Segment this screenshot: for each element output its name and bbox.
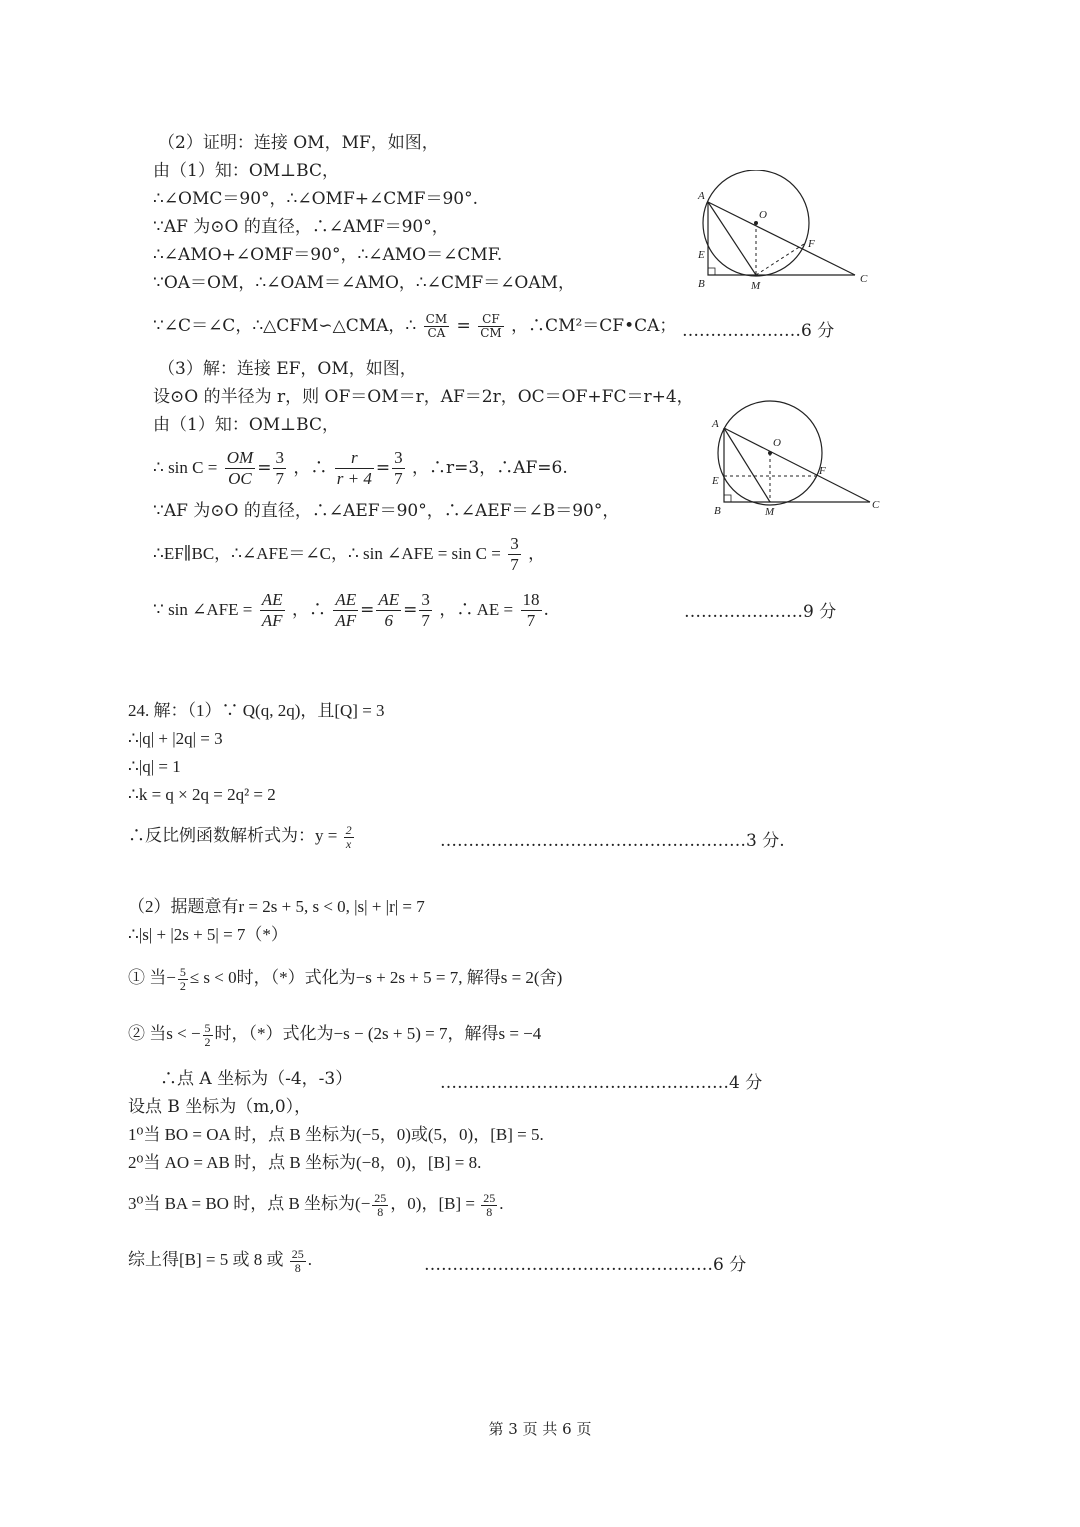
q24-point-a: ∴点 A 坐标为（-4，-3） (160, 1069, 353, 1089)
part3-line4: ∴ sin C = $\frac{OM}{OC}$ = $\frac{3}{7}$ ，∴ $\frac{r}{r + 4}$ = $\frac{3}{7}$ ，∴r=3，∴AF=6. (153, 448, 568, 488)
fraction-2-x: $\frac{2}{x}$ (345, 822, 352, 851)
part2-line6: ∵OA＝OM，∴∠OAM＝∠AMO，∴∠CMF＝∠OAM， (153, 273, 576, 293)
fraction-3-7: $\frac{3}{7}$ (275, 448, 284, 488)
svg-text:F: F (819, 465, 826, 477)
q24-summary: 综上得[B] = 5 或 8 或 $\frac{25}{8}$ . (128, 1246, 312, 1275)
fraction-3-7b: $\frac{3}{7}$ (394, 448, 403, 488)
fraction-r-r4: $\frac{r}{r + 4}$ (336, 448, 372, 488)
q24-set-b: 设点 B 坐标为（m,0）， (128, 1097, 312, 1117)
svg-text:B: B (714, 505, 721, 517)
svg-text:C: C (872, 499, 880, 511)
part3-line3: 由（1）知：OM⊥BC， (153, 415, 339, 435)
part2-line7-tail: ，∴CM²＝CF•CA； (511, 316, 677, 336)
svg-text:A: A (712, 418, 719, 430)
svg-text:O: O (773, 437, 781, 449)
svg-text:E: E (712, 475, 719, 487)
part2-line7-text: ∵∠C＝∠C，∴△CFM∽△CMA，∴ (153, 316, 417, 336)
score-9-part3: …………………9 分 (684, 602, 837, 622)
part3-line7: ∵ sin ∠AFE = $\frac{AE}{AF}$ ，∴ $\frac{AE}{AF}$ = $\frac{AE}{6}$ = $\frac{3}{7}$ ，∴ AE = $\frac{18}{7}$ . (153, 590, 549, 630)
q24-case1: ① 当− $\frac{5}{2}$ ≤ s < 0时，（*）式化为−s + 2s + 5 = 7, 解得s = 2(舍) (128, 964, 563, 993)
label-B: B (698, 278, 705, 290)
score-4-q24: ……………………………………………4 分 (440, 1073, 763, 1093)
label-C: C (860, 273, 868, 285)
part3-line6: ∴EF∥BC，∴∠AFE＝∠C，∴ sin ∠AFE = sin C = $\frac{3}{7}$ ， (153, 534, 546, 574)
geometry-figure-1 (690, 170, 880, 295)
geometry-figure-2 (700, 398, 890, 523)
part3-line1: （3）解：连接 EF，OM，如图， (158, 359, 417, 379)
score-3-q24: ………………………………………………3 分. (440, 831, 785, 851)
part3-line2: 设⊙O 的半径为 r，则 OF＝OM＝r，AF＝2r，OC＝OF+FC＝r+4， (153, 387, 694, 407)
part2-line4: ∵AF 为⊙O 的直径，∴∠AMF＝90°， (153, 217, 449, 237)
fraction-3-7c: $\frac{3}{7}$ (510, 534, 519, 574)
label-O: O (759, 209, 767, 221)
part2-line2: 由（1）知：OM⊥BC， (153, 161, 339, 181)
fraction-cf-cm: $\frac{CF}{CM}$ (480, 312, 502, 340)
label-F: F (808, 238, 815, 250)
fraction-om-oc: $\frac{OM}{OC}$ (226, 448, 254, 488)
q24-sub3: 3⁰当 BA = BO 时，点 B 坐标为(− $\frac{25}{8}$ ，0)，[B] = $\frac{25}{8}$ . (128, 1190, 504, 1219)
score-6-q24: ……………………………………………6 分 (424, 1255, 747, 1275)
fraction-cm-ca: $\frac{CM}{CA}$ (425, 312, 448, 340)
q24-line4: ∴k = q × 2q = 2q² = 2 (128, 785, 276, 804)
q24-sub1: 1⁰当 BO = OA 时，点 B 坐标为(−5，0)或(5，0)，[B] = 5. (128, 1125, 544, 1144)
label-E: E (698, 249, 705, 261)
q24-line1: 24. 解：（1）∵ Q(q, 2q)，且[Q] = 3 (128, 701, 385, 720)
svg-text:M: M (765, 506, 775, 518)
part2-line1: （2）证明：连接 OM，MF，如图， (158, 133, 439, 153)
q24-p2-line1: （2）据题意有r = 2s + 5, s < 0, |s| + |r| = 7 (128, 897, 425, 916)
part2-line3: ∴∠OMC＝90°，∴∠OMF+∠CMF＝90°. (153, 189, 478, 209)
q24-line5: ∴反比例函数解析式为：y = $\frac{2}{x}$ (128, 822, 352, 851)
part2-line7: ∵∠C＝∠C，∴△CFM∽△CMA，∴ $\frac{CM}{CA}$ = $\frac{CF}{CM}$ ，∴CM²＝CF•CA； (153, 312, 677, 340)
q24-sub2: 2⁰当 AO = AB 时，点 B 坐标为(−8，0)，[B] = 8. (128, 1153, 482, 1172)
part3-line5: ∵AF 为⊙O 的直径，∴∠AEF＝90°，∴∠AEF＝∠B＝90°， (153, 501, 620, 521)
q24-line3: ∴|q| = 1 (128, 757, 181, 776)
q24-line2: ∴|q| + |2q| = 3 (128, 729, 223, 748)
q24-p2-line2: ∴|s| + |2s + 5| = 7（*） (128, 925, 288, 944)
label-A: A (698, 190, 705, 202)
page-footer: 第 3 页 共 6 页 (488, 1420, 592, 1438)
q24-case2: ② 当s < − $\frac{5}{2}$ 时，（*）式化为−s − (2s + 5) = 7，解得s = −4 (128, 1020, 542, 1049)
part2-line5: ∴∠AMO+∠OMF＝90°，∴∠AMO＝∠CMF. (153, 245, 503, 265)
label-M: M (751, 280, 761, 292)
score-6-part2: …………………6 分 (682, 321, 835, 341)
